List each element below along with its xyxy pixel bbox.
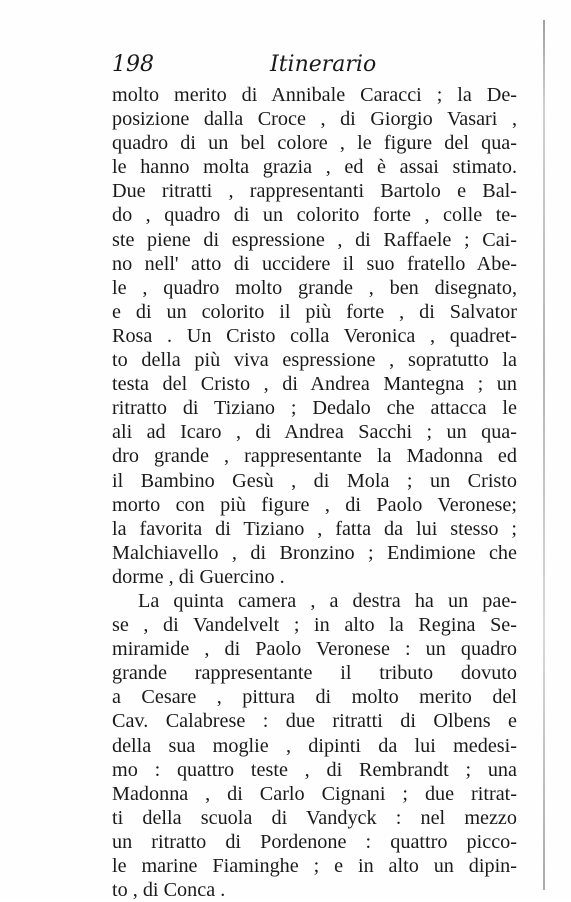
text-line: Malchiavello , di Bronzino ; Endimione che: [112, 541, 517, 564]
text-line: il Bambino Gesù , di Mola ; un Cristo: [112, 469, 517, 492]
text-line: le marine Fiaminghe ; e in alto un dipin-: [112, 855, 517, 877]
page-edge: [543, 20, 545, 890]
text-line: Rosa . Un Cristo colla Veronica , quadret-: [112, 324, 517, 347]
body-text: [112, 83, 517, 902]
text-line: molto merito di Annibale Caracci ; la De-: [112, 84, 517, 106]
text-line: la favorita di Tiziano , fatta da lui stesso ;: [112, 517, 517, 540]
text-line: testa del Cristo , di Andrea Mantegna ; un: [112, 373, 517, 396]
text-line: morto con più figure , di Paolo Veronese;: [112, 493, 517, 516]
text-line: ti della scuola di Vandyck : nel mezzo: [112, 806, 517, 829]
text-line: La quinta camera , a destra ha un pae-: [138, 589, 517, 612]
running-head: Itinerario: [270, 52, 377, 77]
text-line: le hanno molta grazia , ed è assai stimato.: [112, 156, 517, 179]
text-line: Due ritratti , rappresentanti Bartolo e Bal-: [112, 180, 517, 203]
text-line: Cav. Calabrese : due ritratti di Olbens e: [112, 710, 517, 733]
page-number: 198: [112, 52, 154, 77]
text-line: se , di Vandelvelt ; in alto la Regina Se-: [112, 614, 517, 637]
text-line: quadro di un bel colore , le figure del qua-: [112, 132, 517, 155]
text-line: le , quadro molto grande , ben disegnato,: [112, 276, 517, 299]
text-line: Madonna , di Carlo Cignani ; due ritrat-: [112, 782, 517, 805]
text-line: dro grande , rappresentante la Madonna ed: [112, 445, 517, 468]
text-line: grande rappresentante il tributo dovuto: [112, 662, 517, 685]
text-line: un ritratto di Pordenone : quattro picco-: [112, 830, 517, 853]
text-line: e di un colorito il più forte , di Salvator: [112, 300, 517, 323]
text-line: miramide , di Paolo Veronese : un quadro: [112, 638, 517, 661]
text-line: ali ad Icaro , di Andrea Sacchi ; un qua-: [112, 421, 517, 444]
page-header: [112, 52, 512, 82]
text-line: a Cesare , pittura di molto merito del: [112, 686, 517, 709]
text-line: to della più viva espressione , sopratutto la: [112, 349, 517, 372]
text-line: ste piene di espressione , di Raffaele ; Cai-: [112, 228, 517, 251]
text-line: mo : quattro teste , di Rembrandt ; una: [112, 758, 517, 781]
text-line: dorme , di Guercino .: [112, 565, 285, 588]
text-line: della sua moglie , dipinti da lui medesi-: [112, 734, 517, 757]
text-line: no nell' atto di uccidere il suo fratello Abe-: [112, 252, 517, 275]
text-line: posizione dalla Croce , di Giorgio Vasari ,: [112, 108, 517, 131]
text-line: ritratto di Tiziano ; Dedalo che attacca le: [112, 397, 517, 420]
text-line: to , di Conca .: [112, 879, 226, 902]
text-line: do , quadro di un colorito forte , colle te-: [112, 204, 517, 227]
